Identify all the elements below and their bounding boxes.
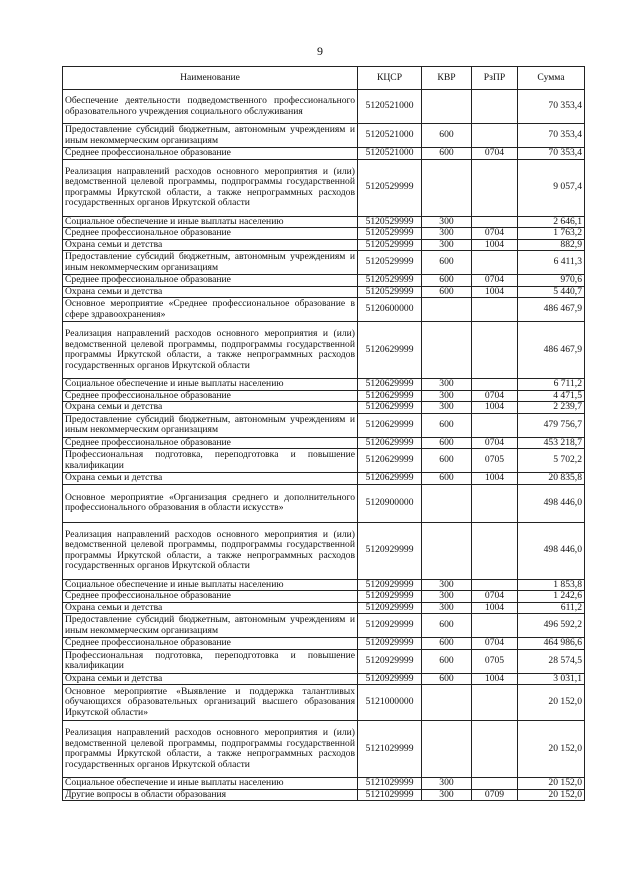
table-row (63, 216, 585, 228)
cell-rzpr: 0704 (472, 148, 518, 160)
cell-kcsr: 5120529999 (358, 251, 422, 275)
cell-sum: 2 239,7 (518, 402, 585, 414)
cell-kvr: 300 (422, 591, 472, 603)
cell-name: Реализация направлений расходов основного мероприятия и (или) ведомственной целевой программы, подпрограммы государственной программы Иркутской области, а также непрограммных расходов государственных органов Иркутской области (63, 159, 358, 216)
cell-kvr: 300 (422, 602, 472, 614)
cell-name: Обеспечение деятельности подведомственного профессионального образовательного учреждения социального обслуживания (63, 90, 358, 124)
cell-name: Профессиональная подготовка, переподготовка и повышение квалификации (63, 649, 358, 673)
cell-rzpr: 0704 (472, 591, 518, 603)
cell-rzpr: 0704 (472, 638, 518, 650)
cell-name: Охрана семьи и детства (63, 286, 358, 298)
cell-rzpr: 0705 (472, 649, 518, 673)
table-row (63, 124, 585, 148)
header-rzpr: РзПР (472, 67, 518, 90)
cell-kcsr: 5121029999 (358, 778, 422, 790)
table-row (63, 602, 585, 614)
table-row (63, 402, 585, 414)
cell-kvr (422, 298, 472, 322)
cell-rzpr: 0705 (472, 449, 518, 473)
cell-kvr: 600 (422, 473, 472, 485)
cell-kvr: 300 (422, 778, 472, 790)
cell-sum: 1 853,8 (518, 579, 585, 591)
cell-kcsr: 5120521000 (358, 148, 422, 160)
cell-sum: 6 711,2 (518, 379, 585, 391)
cell-kvr (422, 90, 472, 124)
header-name: Наименование (63, 67, 358, 90)
cell-rzpr (472, 778, 518, 790)
cell-kvr: 300 (422, 390, 472, 402)
header-kcsr: КЦСР (358, 67, 422, 90)
cell-kcsr: 5120629999 (358, 437, 422, 449)
cell-rzpr (472, 322, 518, 379)
cell-rzpr: 1004 (472, 286, 518, 298)
cell-rzpr: 0709 (472, 789, 518, 801)
cell-name: Среднее профессиональное образование (63, 148, 358, 160)
cell-name: Реализация направлений расходов основного мероприятия и (или) ведомственной целевой программы, подпрограммы государственной программы Иркутской области, а также непрограммных расходов государственных органов Иркутской области (63, 322, 358, 379)
cell-name: Среднее профессиональное образование (63, 638, 358, 650)
table-row (63, 298, 585, 322)
page-number: 9 (317, 44, 323, 58)
cell-kvr (422, 721, 472, 778)
cell-name: Среднее профессиональное образование (63, 390, 358, 402)
table-row (63, 638, 585, 650)
cell-sum: 4 471,5 (518, 390, 585, 402)
cell-name: Основное мероприятие «Выявление и поддержка талантливых обучающихся образовательных организаций высшего образования Иркутской области» (63, 685, 358, 721)
cell-sum: 486 467,9 (518, 322, 585, 379)
cell-kvr: 600 (422, 251, 472, 275)
cell-kcsr: 5120629999 (358, 449, 422, 473)
cell-kvr: 600 (422, 614, 472, 638)
cell-rzpr: 1004 (472, 602, 518, 614)
cell-rzpr: 1004 (472, 473, 518, 485)
cell-sum: 1 763,2 (518, 228, 585, 240)
cell-sum: 464 986,6 (518, 638, 585, 650)
cell-name: Реализация направлений расходов основного мероприятия и (или) ведомственной целевой программы, подпрограммы государственной программы Иркутской области, а также непрограммных расходов государственных органов Иркутской области (63, 522, 358, 579)
cell-name: Социальное обеспечение и иные выплаты населению (63, 778, 358, 790)
table-row (63, 251, 585, 275)
cell-kvr: 600 (422, 437, 472, 449)
table-header-row (63, 67, 585, 90)
cell-kcsr: 5120629999 (358, 402, 422, 414)
cell-kvr: 300 (422, 239, 472, 251)
table-row (63, 449, 585, 473)
cell-kvr: 300 (422, 579, 472, 591)
cell-kvr: 300 (422, 379, 472, 391)
cell-name: Реализация направлений расходов основного мероприятия и (или) ведомственной целевой программы, подпрограммы государственной программы Иркутской области, а также непрограммных расходов государственных органов Иркутской области (63, 721, 358, 778)
table-row (63, 437, 585, 449)
table-row (63, 649, 585, 673)
cell-rzpr: 1004 (472, 239, 518, 251)
cell-sum: 5 440,7 (518, 286, 585, 298)
cell-rzpr (472, 251, 518, 275)
cell-kvr (422, 522, 472, 579)
cell-sum: 970,6 (518, 275, 585, 287)
cell-sum: 479 756,7 (518, 413, 585, 437)
cell-sum: 6 411,3 (518, 251, 585, 275)
cell-kvr: 600 (422, 638, 472, 650)
cell-kcsr: 5120529999 (358, 216, 422, 228)
cell-rzpr (472, 579, 518, 591)
table-row (63, 473, 585, 485)
cell-rzpr (472, 721, 518, 778)
cell-kvr: 600 (422, 286, 472, 298)
cell-kvr (422, 159, 472, 216)
cell-rzpr: 0704 (472, 275, 518, 287)
cell-kcsr: 5120929999 (358, 522, 422, 579)
table-row (63, 614, 585, 638)
cell-kcsr: 5120521000 (358, 124, 422, 148)
cell-name: Охрана семьи и детства (63, 473, 358, 485)
cell-kcsr: 5120600000 (358, 298, 422, 322)
cell-rzpr: 0704 (472, 390, 518, 402)
cell-name: Предоставление субсидий бюджетным, автономным учреждениям и иным некоммерческим организациям (63, 124, 358, 148)
cell-sum: 496 592,2 (518, 614, 585, 638)
cell-kvr (422, 322, 472, 379)
cell-name: Социальное обеспечение и иные выплаты населению (63, 579, 358, 591)
cell-name: Основное мероприятие «Среднее профессиональное образование в сфере здравоохранения» (63, 298, 358, 322)
cell-sum: 20 152,0 (518, 685, 585, 721)
cell-kcsr: 5120929999 (358, 673, 422, 685)
table-row (63, 673, 585, 685)
cell-sum: 20 835,8 (518, 473, 585, 485)
header-sum: Сумма (518, 67, 585, 90)
cell-kvr: 300 (422, 789, 472, 801)
cell-name: Социальное обеспечение и иные выплаты населению (63, 379, 358, 391)
table-row (63, 239, 585, 251)
cell-kcsr: 5121029999 (358, 721, 422, 778)
cell-rzpr (472, 216, 518, 228)
cell-kcsr: 5120521000 (358, 90, 422, 124)
cell-sum: 28 574,5 (518, 649, 585, 673)
cell-rzpr (472, 522, 518, 579)
table-row (63, 390, 585, 402)
table-row (63, 413, 585, 437)
cell-kcsr: 5121029999 (358, 789, 422, 801)
cell-kcsr: 5121000000 (358, 685, 422, 721)
cell-name: Среднее профессиональное образование (63, 228, 358, 240)
table-row (63, 579, 585, 591)
table-row (63, 522, 585, 579)
table-row (63, 148, 585, 160)
cell-kcsr: 5120529999 (358, 286, 422, 298)
cell-sum: 70 353,4 (518, 124, 585, 148)
cell-kvr: 600 (422, 275, 472, 287)
table-row (63, 591, 585, 603)
cell-sum: 9 057,4 (518, 159, 585, 216)
cell-rzpr: 0704 (472, 228, 518, 240)
cell-sum: 498 446,0 (518, 522, 585, 579)
cell-name: Основное мероприятие «Организация среднего и дополнительного профессионального образования в области искусств» (63, 484, 358, 522)
header-kvr: КВР (422, 67, 472, 90)
cell-sum: 20 152,0 (518, 789, 585, 801)
cell-kcsr: 5120929999 (358, 591, 422, 603)
cell-sum: 1 242,6 (518, 591, 585, 603)
cell-rzpr (472, 124, 518, 148)
cell-sum: 2 646,1 (518, 216, 585, 228)
cell-rzpr: 0704 (472, 437, 518, 449)
cell-sum: 453 218,7 (518, 437, 585, 449)
cell-rzpr (472, 413, 518, 437)
table-row (63, 90, 585, 124)
table-row (63, 286, 585, 298)
cell-name: Профессиональная подготовка, переподготовка и повышение квалификации (63, 449, 358, 473)
table-row (63, 379, 585, 391)
cell-rzpr (472, 90, 518, 124)
cell-rzpr (472, 298, 518, 322)
cell-kvr: 300 (422, 402, 472, 414)
cell-sum: 611,2 (518, 602, 585, 614)
cell-kcsr: 5120529999 (358, 275, 422, 287)
cell-kvr: 600 (422, 124, 472, 148)
cell-name: Охрана семьи и детства (63, 673, 358, 685)
cell-kcsr: 5120929999 (358, 602, 422, 614)
cell-kvr: 600 (422, 449, 472, 473)
cell-name: Предоставление субсидий бюджетным, автономным учреждениям и иным некоммерческим организациям (63, 413, 358, 437)
cell-sum: 20 152,0 (518, 778, 585, 790)
cell-name: Охрана семьи и детства (63, 402, 358, 414)
cell-sum: 70 353,4 (518, 90, 585, 124)
cell-sum: 882,9 (518, 239, 585, 251)
cell-sum: 20 152,0 (518, 721, 585, 778)
cell-sum: 70 353,4 (518, 148, 585, 160)
cell-kcsr: 5120929999 (358, 614, 422, 638)
cell-kvr (422, 484, 472, 522)
cell-name: Среднее профессиональное образование (63, 437, 358, 449)
cell-kcsr: 5120900000 (358, 484, 422, 522)
table-row (63, 228, 585, 240)
cell-name: Предоставление субсидий бюджетным, автономным учреждениям и иным некоммерческим организациям (63, 251, 358, 275)
cell-kcsr: 5120929999 (358, 649, 422, 673)
table-row (63, 275, 585, 287)
cell-name: Предоставление субсидий бюджетным, автономным учреждениям и иным некоммерческим организациям (63, 614, 358, 638)
table-row (63, 322, 585, 379)
cell-sum: 486 467,9 (518, 298, 585, 322)
cell-kcsr: 5120629999 (358, 413, 422, 437)
cell-kcsr: 5120629999 (358, 379, 422, 391)
table-row (63, 721, 585, 778)
cell-rzpr (472, 379, 518, 391)
cell-kcsr: 5120629999 (358, 473, 422, 485)
cell-rzpr (472, 159, 518, 216)
cell-kvr: 600 (422, 148, 472, 160)
table-row (63, 789, 585, 801)
table-row (63, 685, 585, 721)
cell-kvr (422, 685, 472, 721)
table-row (63, 484, 585, 522)
table-body (63, 90, 585, 801)
cell-kcsr: 5120629999 (358, 390, 422, 402)
cell-name: Социальное обеспечение и иные выплаты населению (63, 216, 358, 228)
cell-rzpr (472, 614, 518, 638)
cell-kcsr: 5120929999 (358, 638, 422, 650)
cell-name: Среднее профессиональное образование (63, 591, 358, 603)
cell-kvr: 300 (422, 216, 472, 228)
cell-kcsr: 5120529999 (358, 239, 422, 251)
cell-name: Охрана семьи и детства (63, 602, 358, 614)
cell-name: Другие вопросы в области образования (63, 789, 358, 801)
cell-kcsr: 5120929999 (358, 579, 422, 591)
budget-table (62, 66, 585, 801)
cell-sum: 5 702,2 (518, 449, 585, 473)
cell-kvr: 600 (422, 413, 472, 437)
cell-sum: 3 031,1 (518, 673, 585, 685)
cell-rzpr: 1004 (472, 402, 518, 414)
cell-sum: 498 446,0 (518, 484, 585, 522)
cell-name: Среднее профессиональное образование (63, 275, 358, 287)
cell-kcsr: 5120529999 (358, 159, 422, 216)
cell-name: Охрана семьи и детства (63, 239, 358, 251)
table-row (63, 778, 585, 790)
cell-rzpr (472, 685, 518, 721)
cell-kvr: 300 (422, 228, 472, 240)
cell-kvr: 600 (422, 649, 472, 673)
cell-kcsr: 5120529999 (358, 228, 422, 240)
cell-rzpr (472, 484, 518, 522)
cell-kvr: 600 (422, 673, 472, 685)
cell-kcsr: 5120629999 (358, 322, 422, 379)
cell-rzpr: 1004 (472, 673, 518, 685)
table-row (63, 159, 585, 216)
